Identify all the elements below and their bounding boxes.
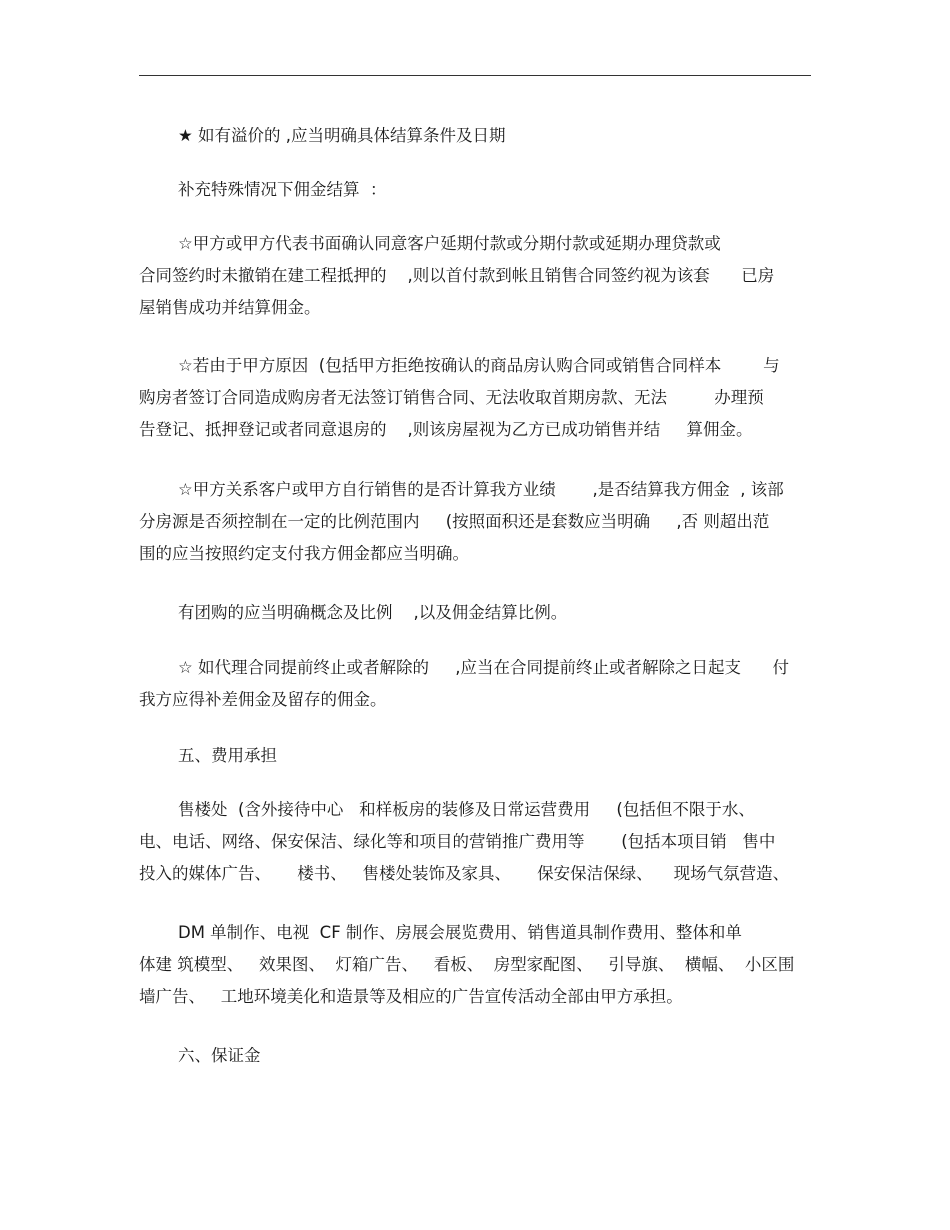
paragraph-premium	[139, 120, 811, 152]
text-line: 售楼处 (含外接待中心 和样板房的装修及日常运营费用 (包括但不限于水、	[178, 800, 755, 819]
text-line: 分房源是否须控制在一定的比例范围内 (按照面积还是套数应当明确 ,否 则超出范	[139, 512, 770, 531]
text-line: ☆甲方关系客户或甲方自行销售的是否计算我方业绩 ,是否结算我方佣金 , 该部	[178, 480, 784, 499]
text-line: 六、保证金	[178, 1046, 261, 1065]
text-line: 墙广告、 工地环境美化和造景等及相应的广告宣传活动全部由甲方承担。	[139, 987, 683, 1006]
text-line: ☆若由于甲方原因 (包括甲方拒绝按确认的商品房认购合同或销售合同样本 与	[178, 356, 780, 375]
text-line: 屋销售成功并结算佣金。	[139, 298, 321, 317]
paragraph-dm	[139, 917, 811, 1013]
text-line: 购房者签订合同造成购房者无法签订销售合同、无法收取首期房款、无法 办理预	[139, 388, 764, 407]
text-line: ☆ 如代理合同提前终止或者解除的 ,应当在合同提前终止或者解除之日起支 付	[178, 658, 789, 677]
section-heading-6	[139, 1040, 811, 1072]
text-line: 我方应得补差佣金及留存的佣金。	[139, 690, 387, 709]
paragraph-special-title	[139, 174, 811, 206]
paragraph-costs	[139, 794, 811, 890]
text-line: 五、费用承担	[178, 746, 277, 765]
paragraph-partyA-reason	[139, 350, 811, 446]
text-line: 体建 筑模型、 效果图、 灯箱广告、 看板、 房型家配图、 引导旗、 横幅、 小区围	[139, 955, 795, 974]
paragraph-terminate	[139, 652, 811, 716]
text-line: ★ 如有溢价的 ,应当明确具体结算条件及日期	[178, 126, 506, 145]
paragraph-delay	[139, 228, 811, 324]
paragraph-own-sales	[139, 474, 811, 570]
text-line: 告登记、抵押登记或者同意退房的 ,则该房屋视为乙方已成功销售并结 算佣金。	[139, 420, 753, 439]
text-line: 围的应当按照约定支付我方佣金都应当明确。	[139, 544, 469, 563]
text-line: 补充特殊情况下佣金结算 ：	[178, 180, 387, 199]
text-line: 投入的媒体广告、 楼书、 售楼处装饰及家具、 保安保洁保绿、 现场气氛营造、	[139, 864, 790, 883]
header-rule	[139, 75, 811, 76]
text-line: DM 单制作、电视 CF 制作、房展会展览费用、销售道具制作费用、整体和单	[178, 923, 742, 942]
paragraph-group	[139, 597, 811, 629]
text-line: 有团购的应当明确概念及比例 ,以及佣金结算比例。	[178, 603, 568, 622]
text-line: ☆甲方或甲方代表书面确认同意客户延期付款或分期付款或延期办理贷款或	[178, 234, 721, 253]
text-line: 合同签约时未撤销在建工程抵押的 ,则以首付款到帐且销售合同签约视为该套 已房	[139, 266, 775, 285]
section-heading-5	[139, 740, 811, 772]
text-line: 电、电话、网络、保安保洁、绿化等和项目的营销推广费用等 (包括本项目销 售中	[139, 832, 776, 851]
